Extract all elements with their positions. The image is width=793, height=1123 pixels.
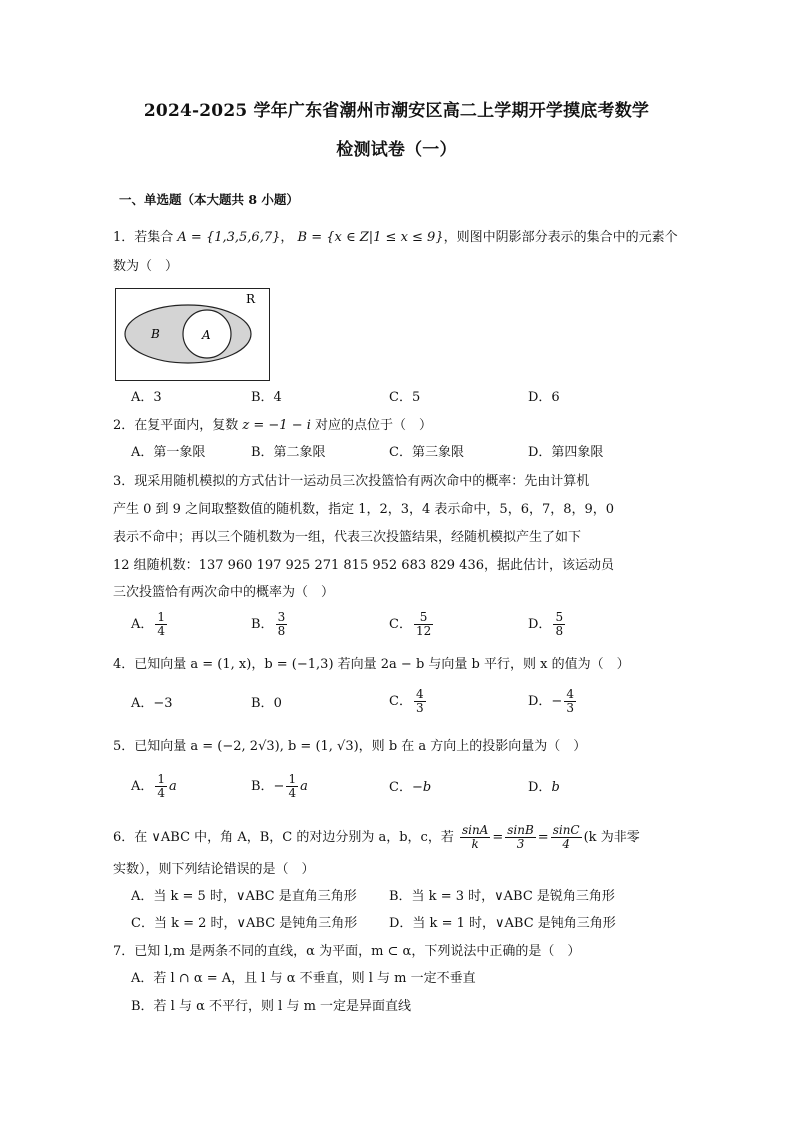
q7-stem: 7．已知 l,m 是两条不同的直线，α 为平面，m ⊂ α，下列说法中正确的是（ ） — [113, 944, 581, 959]
title-line-1: 2024-2025 学年广东省潮州市潮安区高二上学期开学摸底考数学 — [143, 101, 650, 121]
q1-option-a[interactable]: A．3 — [131, 390, 162, 405]
venn-label-b: B — [151, 327, 160, 341]
q3-option-b[interactable]: B． $\frac{3}{8}$ — [251, 610, 286, 638]
q3-line-3: 表示不命中；再以三个随机数为一组，代表三次投篮结果，经随机模拟产生了如下 — [113, 530, 582, 545]
q6-line-2: 实数），则下列结论错误的是（ ） — [113, 862, 315, 877]
q6-option-b[interactable]: B．当 k = 3 时，∨ABC 是锐角三角形 — [389, 889, 615, 904]
q2-option-c[interactable]: C．第三象限 — [389, 445, 464, 460]
q2-option-b[interactable]: B．第二象限 — [251, 445, 326, 460]
q3-option-d[interactable]: D． $\frac{5}{8}$ — [528, 610, 564, 638]
q1-line-1: 1．若集合 A = {1,3,5,6,7}， B = {x ∈ Z|1 ≤ x ≤ 9}，则图中阴影部分表示的集合中的元素个 — [113, 230, 678, 245]
q3-option-c[interactable]: C． $\frac{5}{12}$ — [389, 610, 432, 638]
q3-line-2: 产生 0 到 9 之间取整数值的随机数，指定 1，2，3，4 表示命中，5，6，7，8，9，0 — [113, 502, 615, 517]
q1-option-d[interactable]: D．6 — [528, 390, 560, 405]
q5-option-c[interactable]: C．−b — [389, 780, 432, 795]
q1-option-b[interactable]: B．4 — [251, 390, 282, 405]
q7-option-a[interactable]: A．若 l ∩ α = A，且 l 与 α 不垂直，则 l 与 m 一定不垂直 — [131, 971, 476, 986]
q1-option-c[interactable]: C．5 — [389, 390, 421, 405]
venn-label-a: A — [202, 328, 211, 342]
q3-line-4: 12 组随机数：137 960 197 925 271 815 952 683 829 436，据此估计，该运动员 — [113, 558, 614, 573]
q7-option-b[interactable]: B．若 l 与 α 不平行，则 l 与 m 一定是异面直线 — [131, 999, 412, 1014]
q2-stem: 2．在复平面内，复数 z = −1 − i 对应的点位于（ ） — [113, 418, 433, 433]
venn-label-r: R — [246, 292, 256, 306]
q5-option-d[interactable]: D．b — [528, 780, 560, 795]
section-heading: 一、单选题（本大题共 8 小题） — [119, 192, 299, 207]
q6-option-a[interactable]: A．当 k = 5 时，∨ABC 是直角三角形 — [131, 889, 357, 904]
q3-option-a[interactable]: A． $\frac{1}{4}$ — [131, 610, 166, 638]
q4-option-a[interactable]: A．−3 — [131, 696, 173, 711]
q4-stem: 4．已知向量 a = (1, x)，b = (−1,3) 若向量 2a − b 与向量 b 平行，则 x 的值为（ ） — [113, 657, 630, 672]
q6-line-1: 6．在 ∨ABC 中，角 A，B，C 的对边分别为 a，b，c，若 $\frac{\sin A}{k}$ = $\frac{\sin B}{3}$ = $\frac{\sin C}{4}$ (k 为非零 — [113, 823, 640, 851]
venn-diagram — [115, 288, 270, 381]
q4-option-d[interactable]: D．− $\frac{4}{3}$ — [528, 687, 574, 715]
title-line-2: 检测试卷（一） — [336, 140, 457, 160]
q5-stem: 5．已知向量 a = (−2, 2√3), b = (1, √3)，则 b 在 a 方向上的投影向量为（ ） — [113, 739, 587, 754]
q6-option-c[interactable]: C．当 k = 2 时，∨ABC 是钝角三角形 — [131, 916, 358, 931]
q2-option-a[interactable]: A．第一象限 — [131, 445, 206, 460]
q6-option-d[interactable]: D．当 k = 1 时，∨ABC 是钝角三角形 — [389, 916, 616, 931]
q5-option-a[interactable]: A． $\frac{1}{4}$ a — [131, 772, 177, 800]
q4-option-c[interactable]: C． $\frac{4}{3}$ — [389, 687, 424, 715]
q3-line-5: 三次投篮恰有两次命中的概率为（ ） — [113, 585, 335, 600]
q4-option-b[interactable]: B．0 — [251, 696, 282, 711]
q1-line-2: 数为（ ） — [113, 259, 179, 274]
q5-option-b[interactable]: B．− $\frac{1}{4}$ a — [251, 772, 308, 800]
q3-line-1: 3．现采用随机模拟的方式估计一运动员三次投篮恰有两次命中的概率：先由计算机 — [113, 474, 590, 489]
q2-option-d[interactable]: D．第四象限 — [528, 445, 604, 460]
